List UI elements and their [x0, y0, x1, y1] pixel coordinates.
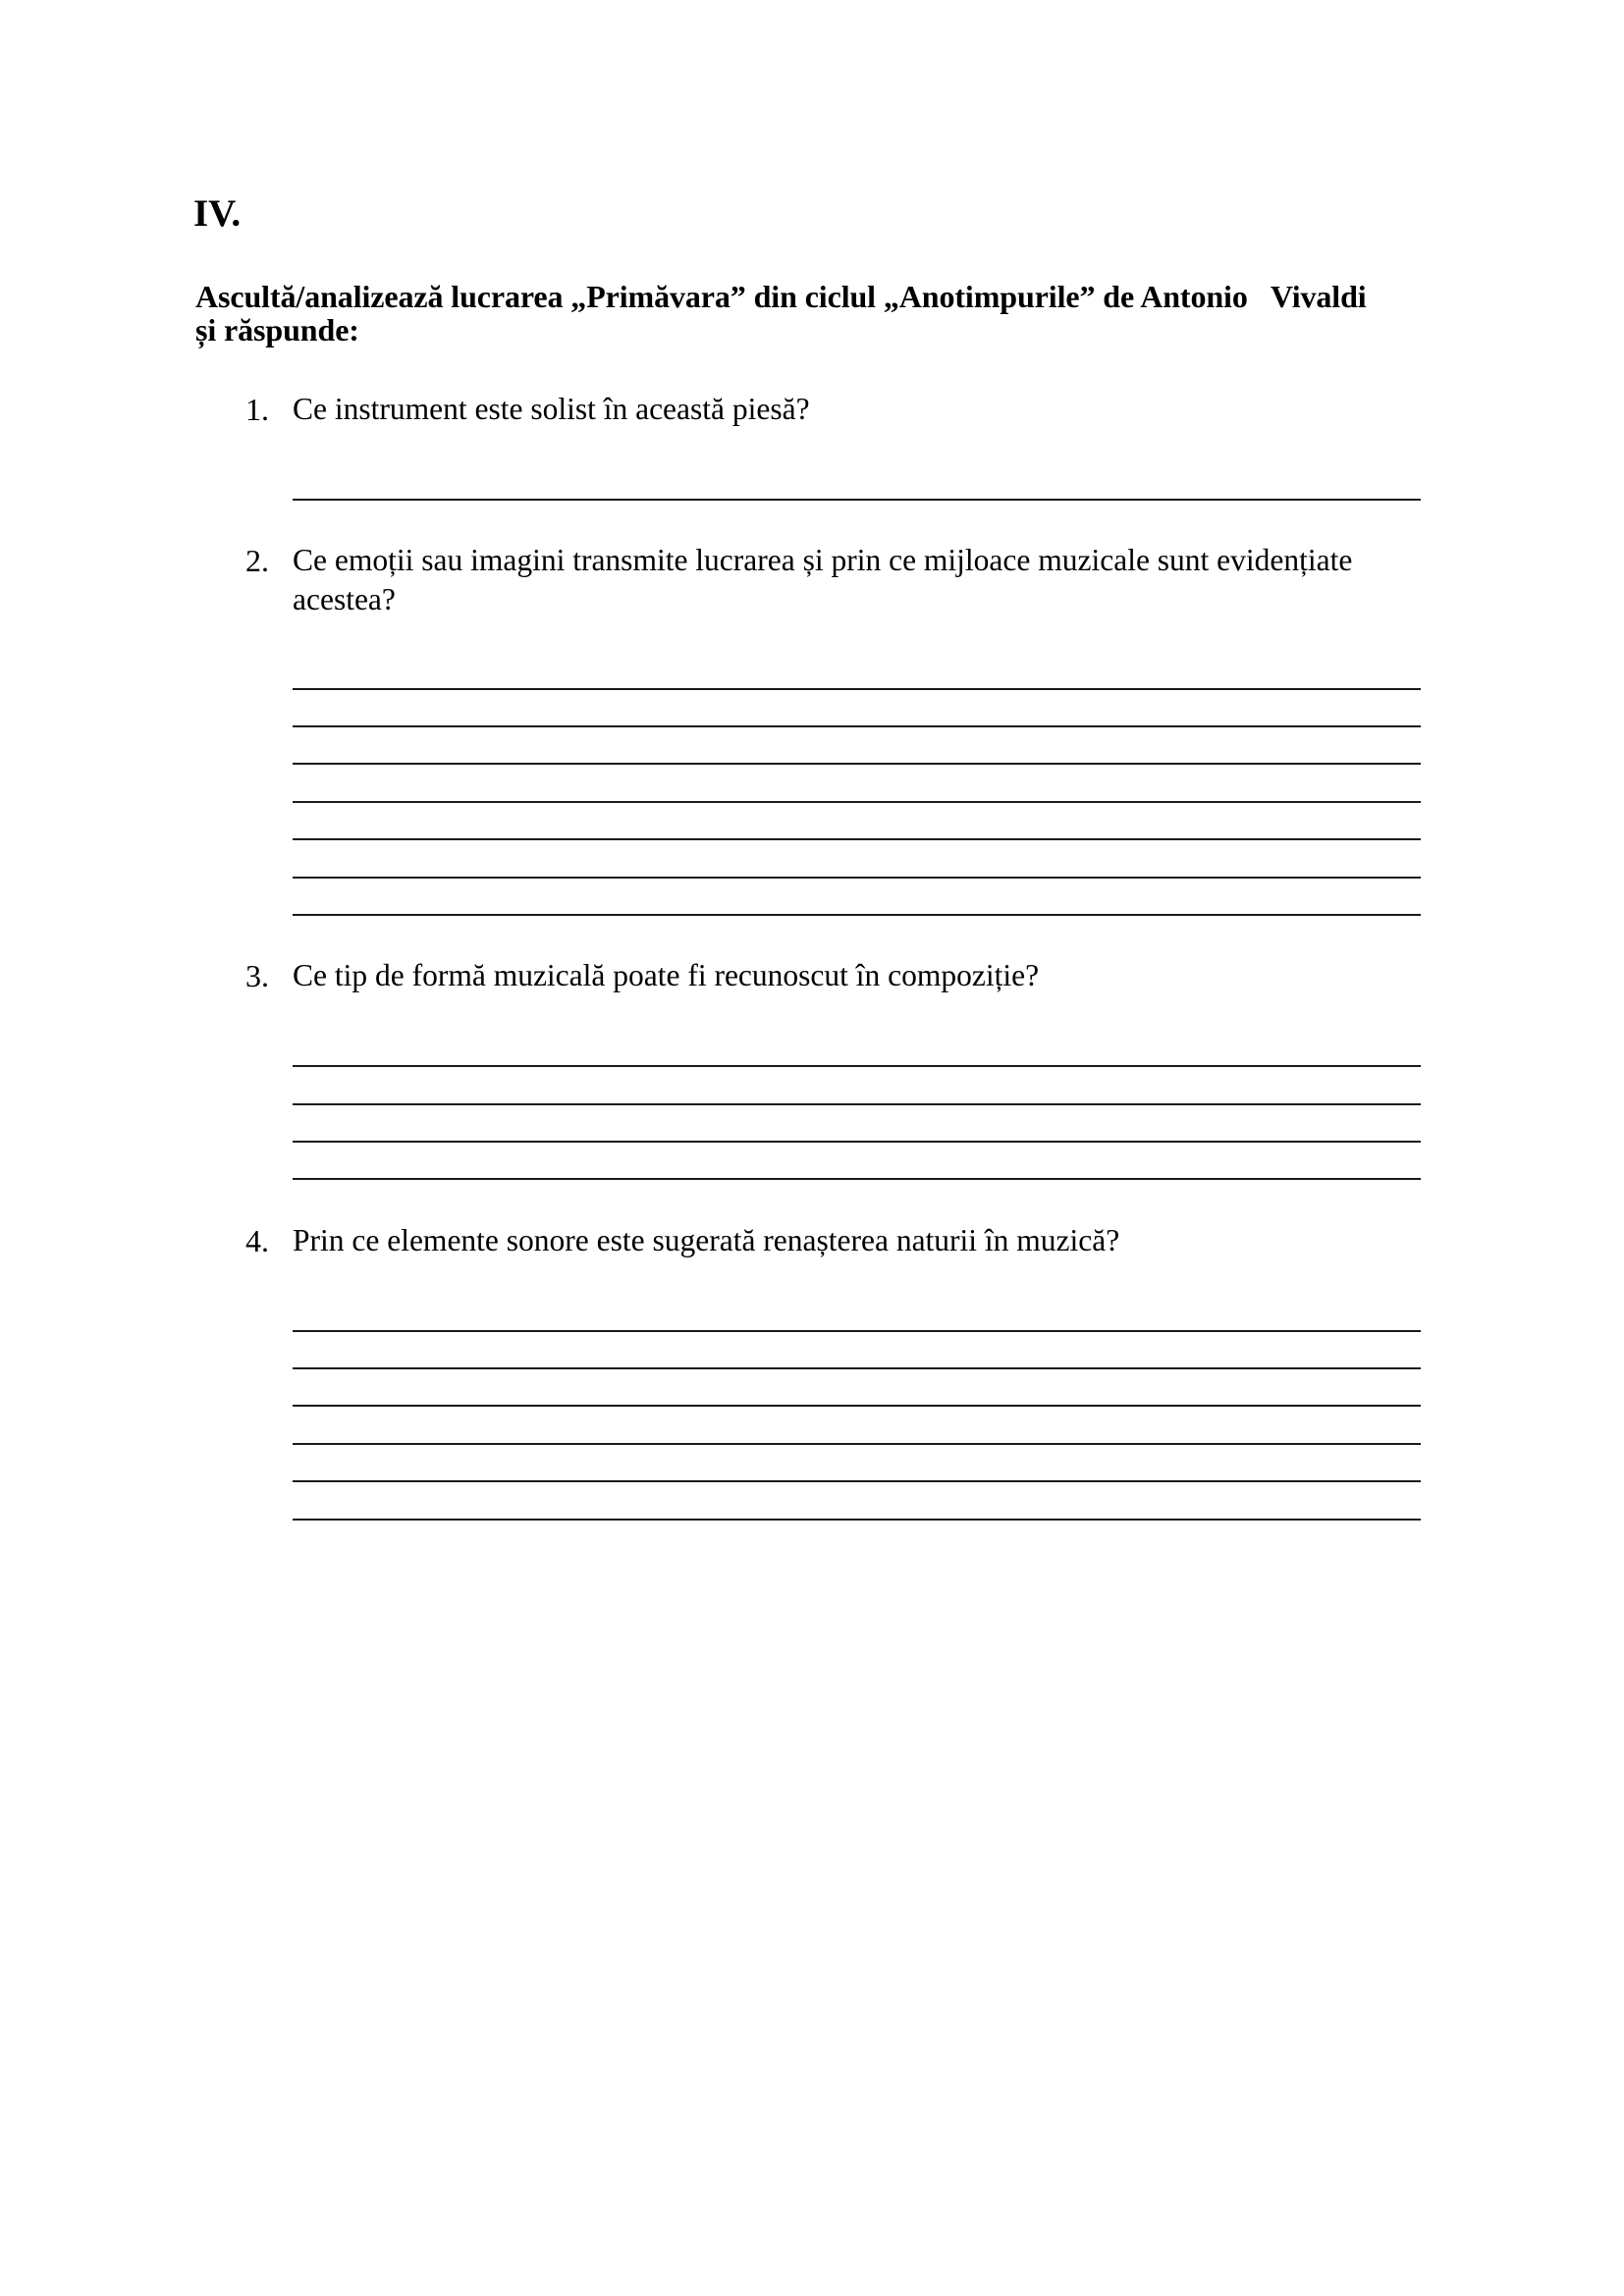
question-number: 3. [245, 958, 269, 993]
answer-line[interactable] [293, 1141, 1421, 1143]
answer-line[interactable] [293, 801, 1421, 803]
question-text-continued: acestea? [293, 582, 396, 616]
question-text: Ce tip de formă muzicală poate fi recunoscut în compoziție? [293, 958, 1040, 992]
answer-line[interactable] [293, 688, 1421, 690]
question-number: 2. [245, 543, 269, 578]
question-number: 1. [245, 392, 269, 427]
answer-line[interactable] [293, 1103, 1421, 1105]
answer-line[interactable] [293, 1443, 1421, 1445]
answer-line[interactable] [293, 499, 1421, 501]
answer-line[interactable] [293, 1178, 1421, 1180]
answer-line[interactable] [293, 725, 1421, 727]
section-number: IV. [193, 192, 242, 235]
question-text: Ce emoții sau imagini transmite lucrarea și prin ce mijloace muzicale sunt evidențiate [293, 543, 1353, 577]
answer-line[interactable] [293, 1065, 1421, 1067]
instructions-line-1: Ascultă/analizează lucrarea „Primăvara” din ciclul „Anotimpurile” de Antonio Vivaldi [195, 279, 1367, 314]
answer-line[interactable] [293, 1519, 1421, 1521]
question-text: Ce instrument este solist în această piesă? [293, 392, 810, 426]
answer-line[interactable] [293, 1405, 1421, 1407]
answer-line[interactable] [293, 763, 1421, 765]
answer-line[interactable] [293, 914, 1421, 916]
answer-line[interactable] [293, 877, 1421, 879]
question-text: Prin ce elemente sonore este sugerată renașterea naturii în muzică? [293, 1223, 1120, 1257]
question-number: 4. [245, 1223, 269, 1258]
answer-line[interactable] [293, 838, 1421, 840]
answer-line[interactable] [293, 1480, 1421, 1482]
instructions-line-2: și răspunde: [195, 312, 359, 347]
answer-line[interactable] [293, 1367, 1421, 1369]
answer-line[interactable] [293, 1330, 1421, 1332]
